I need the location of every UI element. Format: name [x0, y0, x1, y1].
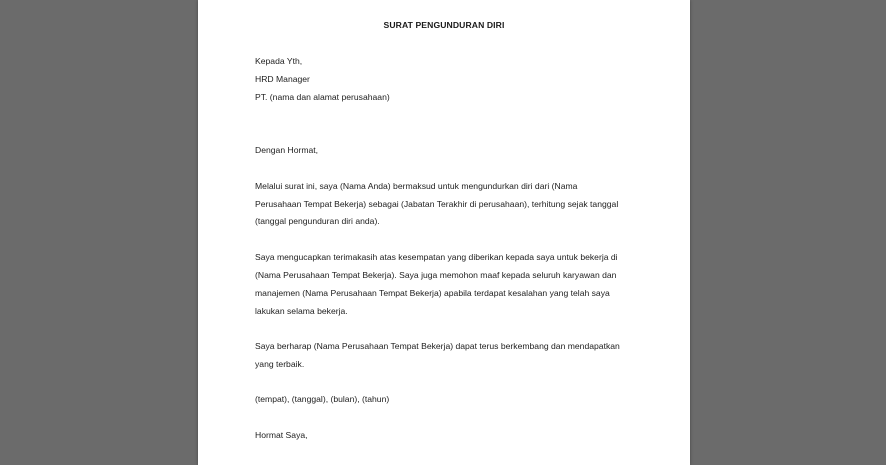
closing: Hormat Saya,	[255, 430, 308, 440]
paragraph3-line-2: yang terbaik.	[255, 359, 305, 369]
paragraph2-line-4: lakukan selama bekerja.	[255, 306, 348, 316]
document-page	[198, 0, 690, 465]
recipient-line-2: HRD Manager	[255, 74, 310, 84]
recipient-line-3: PT. (nama dan alamat perusahaan)	[255, 92, 390, 102]
paragraph2-line-2: (Nama Perusahaan Tempat Bekerja). Saya juga memohon maaf kepada seluruh karyawan dan	[255, 270, 617, 280]
document-title: SURAT PENGUNDURAN DIRI	[383, 20, 505, 30]
greeting: Dengan Hormat,	[255, 145, 319, 155]
date-line: (tempat), (tanggal), (bulan), (tahun)	[255, 394, 390, 404]
recipient-line-1: Kepada Yth,	[255, 56, 303, 66]
paragraph1-line-2: Perusahaan Tempat Bekerja) sebagai (Jabatan Terakhir di perusahaan), terhitung sejak tanggal	[255, 199, 619, 209]
paragraph2-line-1: Saya mengucapkan terimakasih atas kesempatan yang diberikan kepada saya untuk bekerja di	[255, 252, 618, 262]
paragraph3-line-1: Saya berharap (Nama Perusahaan Tempat Bekerja) dapat terus berkembang dan mendapatkan	[255, 341, 620, 351]
paragraph2-line-3: manajemen (Nama Perusahaan Tempat Bekerja) apabila terdapat kesalahan yang telah saya	[255, 288, 610, 298]
paragraph1-line-1: Melalui surat ini, saya (Nama Anda) bermaksud untuk mengundurkan diri dari (Nama	[255, 181, 578, 191]
paragraph1-line-3: (tanggal pengunduran diri anda).	[255, 216, 380, 226]
